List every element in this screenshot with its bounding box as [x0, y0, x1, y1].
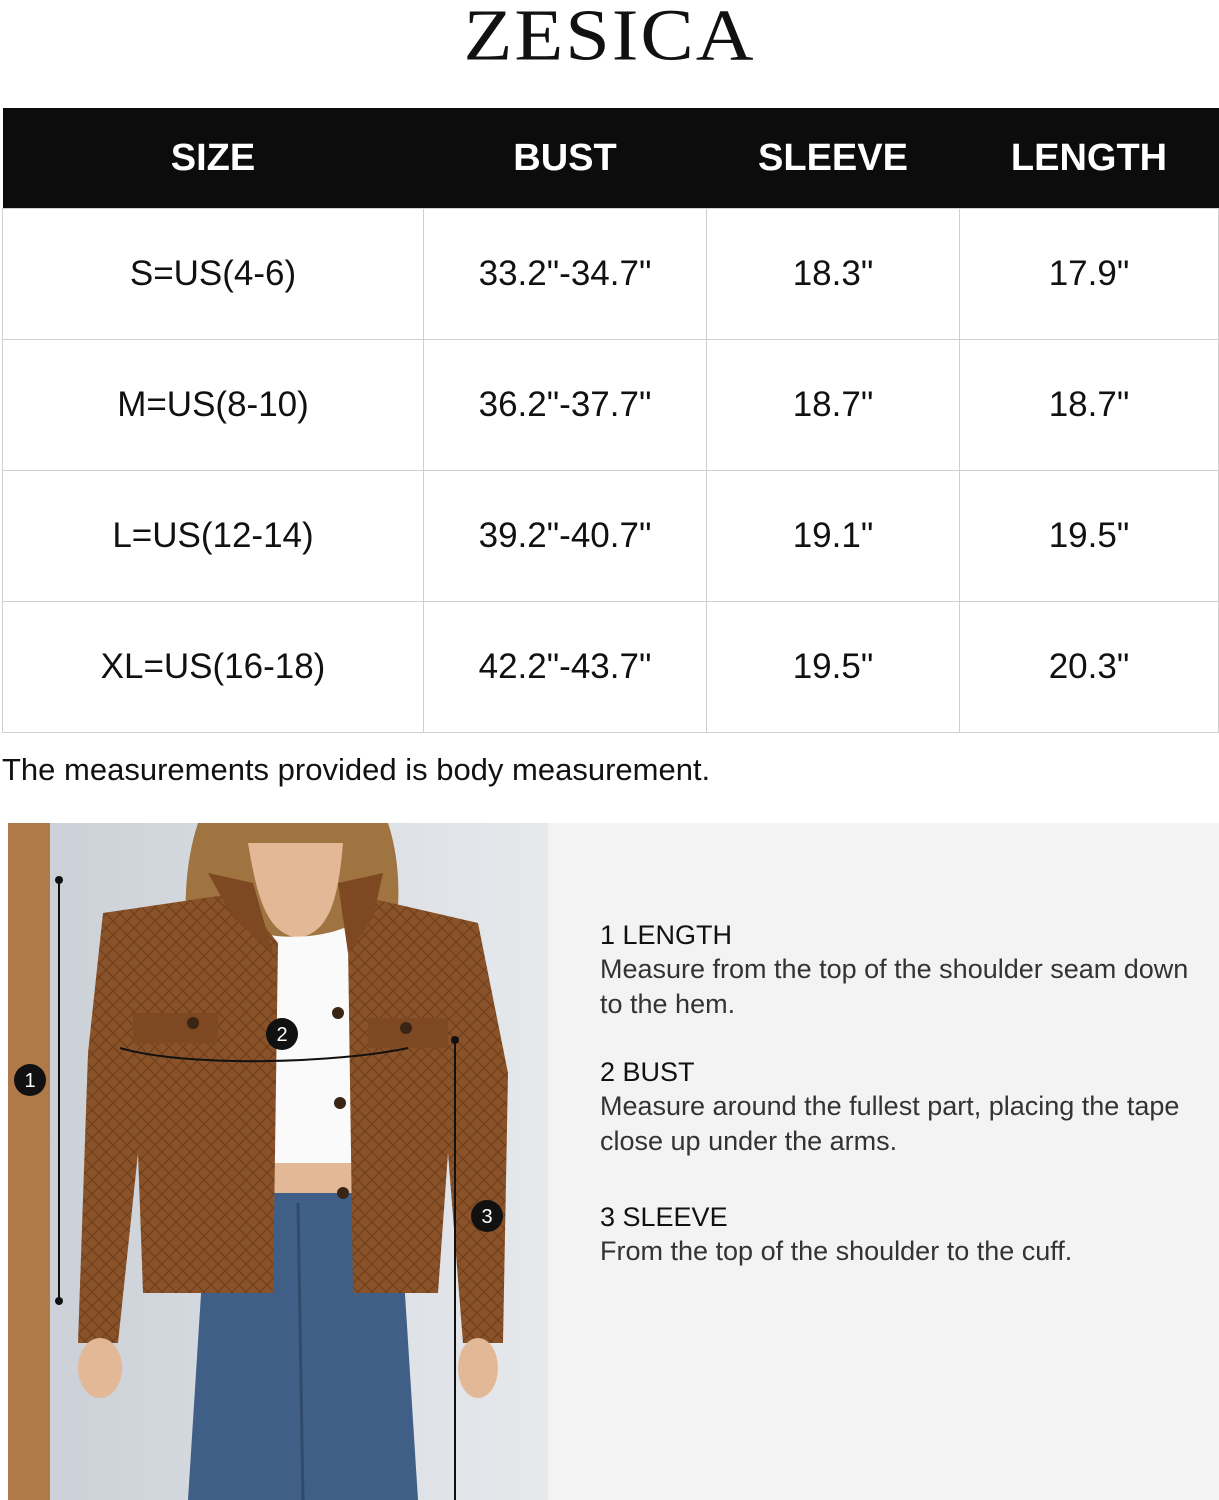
- sleeve-cell: 19.1": [707, 471, 960, 602]
- guide-sleeve: [600, 1200, 1200, 1269]
- guide-length-title: 1 LENGTH: [600, 920, 733, 950]
- marker-3-badge: [471, 1200, 503, 1232]
- size-cell: S=US(4-6): [3, 209, 424, 340]
- header-bust: BUST: [424, 108, 707, 209]
- sleeve-cell: 18.3": [707, 209, 960, 340]
- guide-bust: [600, 1055, 1200, 1159]
- guide-bust-desc: Measure around the fullest part, placing the tape close up under the arms.: [600, 1091, 1180, 1156]
- bust-cell: 39.2"-40.7": [424, 471, 707, 602]
- size-cell: M=US(8-10): [3, 340, 424, 471]
- guide-length: [600, 918, 1200, 1022]
- marker-1-badge: [14, 1064, 46, 1096]
- svg-text:1: 1: [24, 1070, 36, 1092]
- length-cell: 18.7": [960, 340, 1219, 471]
- length-cell: 19.5": [960, 471, 1219, 602]
- table-row: [3, 602, 1219, 733]
- jacket-model-illustration: [8, 823, 548, 1500]
- length-cell: 17.9": [960, 209, 1219, 340]
- jacket-left-panel: [78, 893, 278, 1343]
- brand-logo: ZESICA: [463, 0, 756, 76]
- size-cell: XL=US(16-18): [3, 602, 424, 733]
- table-header-row: [3, 108, 1219, 209]
- header-size: SIZE: [3, 108, 424, 209]
- svg-text:2: 2: [276, 1024, 288, 1046]
- table-row: [3, 340, 1219, 471]
- bust-cell: 33.2"-34.7": [424, 209, 707, 340]
- wooden-door-frame: [8, 823, 50, 1500]
- table-row: [3, 471, 1219, 602]
- header-length: LENGTH: [960, 108, 1219, 209]
- marker-2-badge: [266, 1018, 298, 1050]
- bust-cell: 36.2"-37.7": [424, 340, 707, 471]
- jacket-right-panel: [348, 893, 508, 1343]
- guide-bust-title: 2 BUST: [600, 1057, 695, 1087]
- table-row: [3, 209, 1219, 340]
- measurement-note: The measurements provided is body measurement.: [2, 752, 711, 787]
- sleeve-cell: 18.7": [707, 340, 960, 471]
- model-photo: [8, 823, 548, 1500]
- size-chart-table: [2, 108, 1219, 733]
- chest-pocket-left: [133, 1013, 218, 1043]
- length-cell: 20.3": [960, 602, 1219, 733]
- guide-sleeve-title: 3 SLEEVE: [600, 1202, 728, 1232]
- svg-text:3: 3: [481, 1206, 493, 1228]
- header-sleeve: SLEEVE: [707, 108, 960, 209]
- guide-length-desc: Measure from the top of the shoulder seam down to the hem.: [600, 954, 1189, 1019]
- sleeve-cell: 19.5": [707, 602, 960, 733]
- bust-cell: 42.2"-43.7": [424, 602, 707, 733]
- size-cell: L=US(12-14): [3, 471, 424, 602]
- guide-sleeve-desc: From the top of the shoulder to the cuff.: [600, 1236, 1073, 1266]
